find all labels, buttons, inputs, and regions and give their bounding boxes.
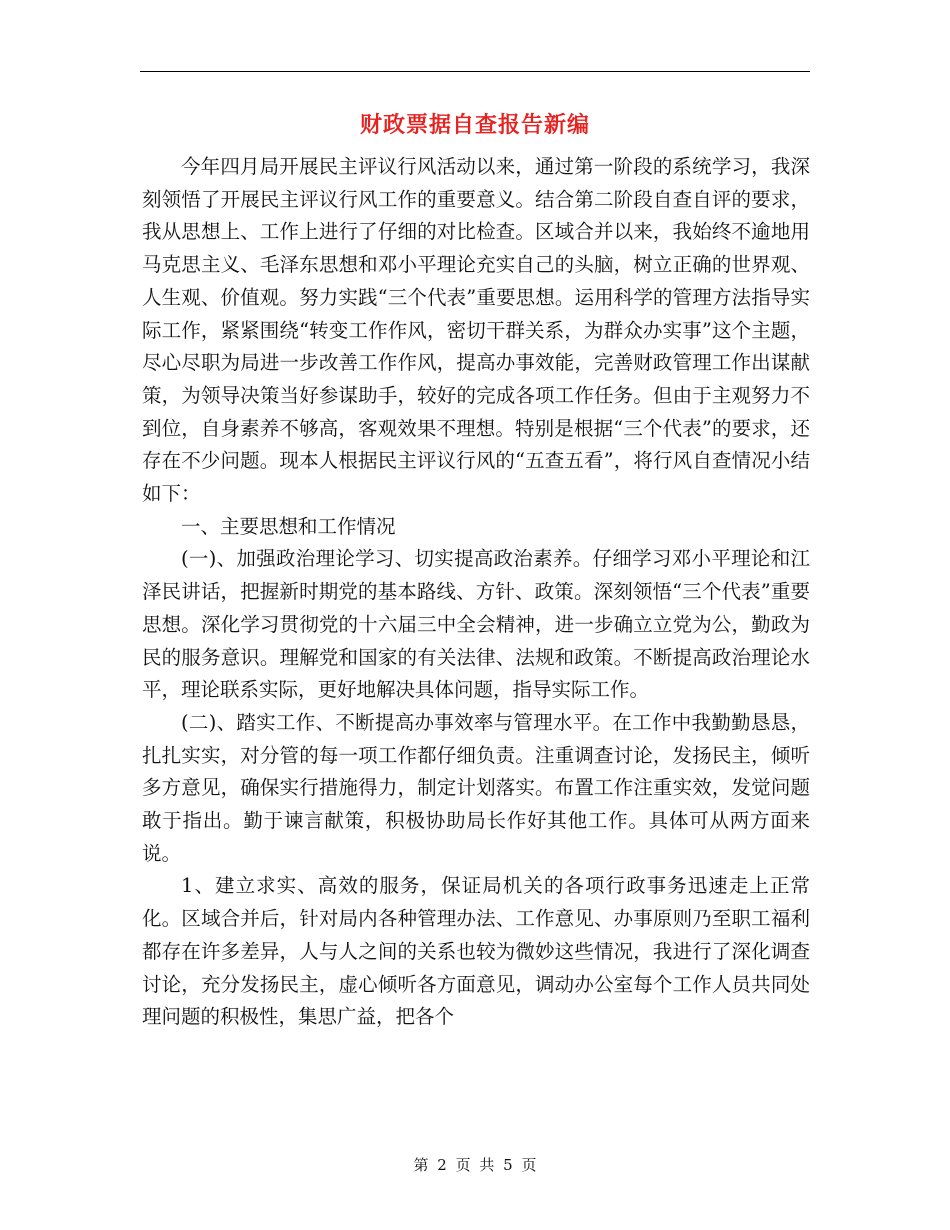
section-heading: 一、主要思想和工作情况 xyxy=(181,514,396,538)
page-number-footer: 第 2 页 共 5 页 xyxy=(413,1156,537,1174)
document-body xyxy=(142,151,810,1034)
document-title: 财政票据自查报告新编 xyxy=(359,112,590,138)
body-paragraph: 今年四月局开展民主评议行风活动以来，通过第一阶段的系统学习，我深刻领悟了开展民主评议行风工作的重要意义。结合第二阶段自查自评的要求，我从思想上、工作上进行了仔细的对比检查。区域合并以来，我始终不逾地用马克思主义、毛泽东思想和邓小平理论充实自己的头脑，树立正确的世界观、人生观、价值观。努力实践“三个代表”重要思想。运用科学的管理方法指导实际工作，紧紧围绕“转变工作作风，密切干群关系，为群众办实事”这个主题，尽心尽职为局进一步改善工作作风，提高办事效能，完善财政管理工作出谋献策，为领导决策当好参谋助手，较好的完成各项工作任务。但由于主观努力不到位，自身素养不够高，客观效果不理想。特别是根据“三个代表”的要求，还存在不少问题。现本人根据民主评议行风的“五查五看”，将行风自查情况小结如下： xyxy=(142,155,810,506)
body-paragraph: (一)、加强政治理论学习、切实提高政治素养。仔细学习邓小平理论和江泽民讲话，把握新时期党的基本路线、方针、政策。深刻领悟“三个代表”重要思想。深化学习贯彻党的十六届三中全会精神，进一步确立立党为公，勤政为民的服务意识。理解党和国家的有关法律、法规和政策。不断提高政治理论水平，理论联系实际，更好地解决具体问题，指导实际工作。 xyxy=(142,547,810,702)
body-paragraph: 1、建立求实、高效的服务，保证局机关的各项行政事务迅速走上正常化。区域合并后，针对局内各种管理办法、工作意见、办事原则乃至职工福利都存在许多差异，人与人之间的关系也较为微妙这些情况，我进行了深化调查讨论，充分发扬民主，虚心倾听各方面意见，调动办公室每个工作人员共同处理问题的积极性，集思广益，把各个 xyxy=(142,874,810,1029)
body-paragraph: (二)、踏实工作、不断提高办事效率与管理水平。在工作中我勤勤恳恳，扎扎实实，对分管的每一项工作都仔细负责。注重调查讨论，发扬民主，倾听多方意见，确保实行措施得力，制定计划落实。布置工作注重实效，发觉问题敢于指出。勤于谏言献策，积极协助局长作好其他工作。具体可从两方面来说。 xyxy=(142,710,810,865)
header-rule xyxy=(140,71,810,72)
